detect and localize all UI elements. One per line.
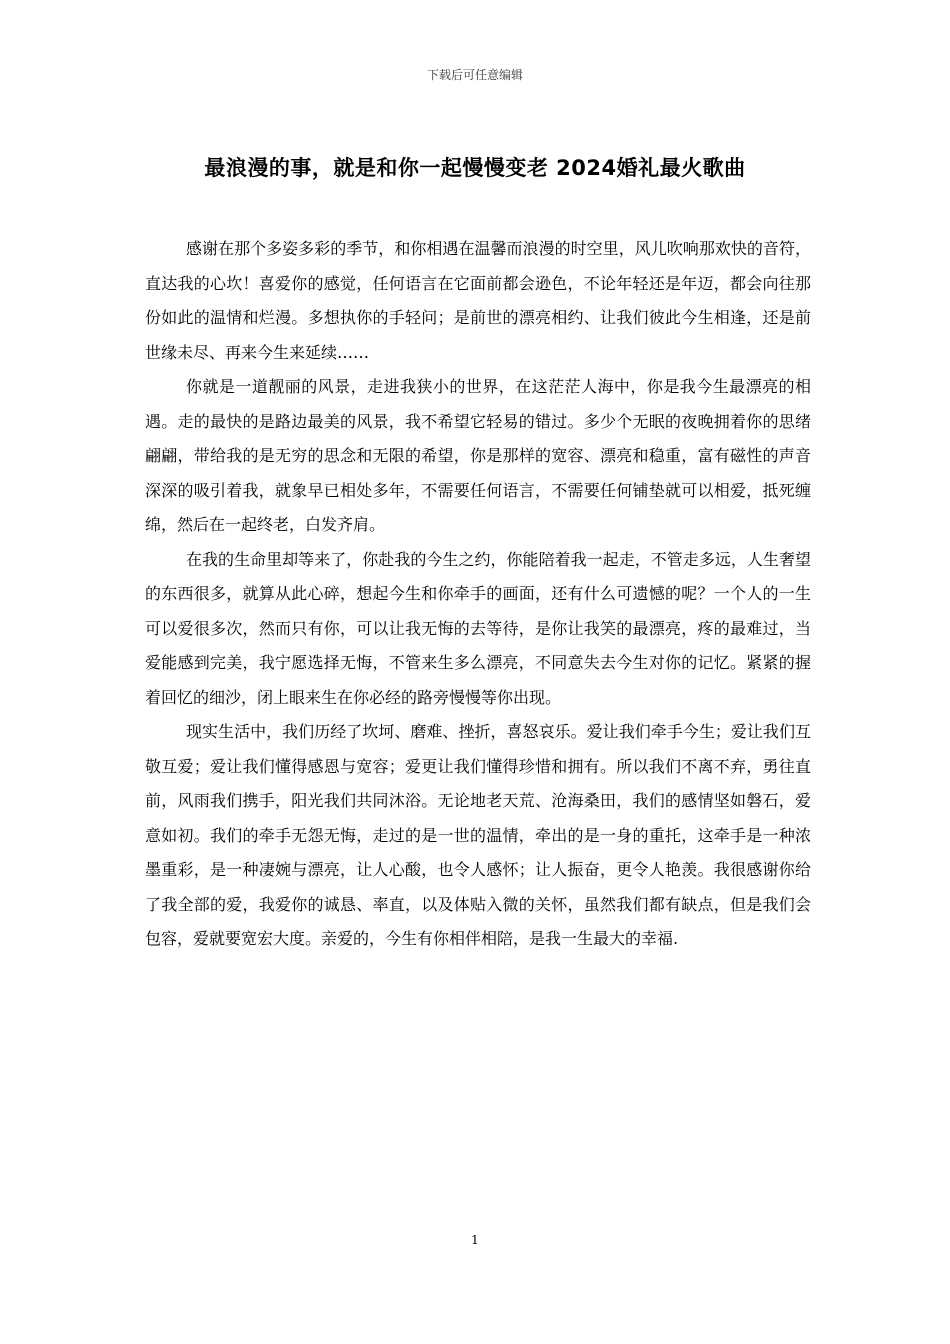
paragraph-4: 现实生活中，我们历经了坎坷、磨难、挫折，喜怒哀乐。爱让我们牵手今生；爱让我们互敬互爱；爱让我们懂得感恩与宽容；爱更让我们懂得珍惜和拥有。所以我们不离不弃，勇往直前，风雨我们携手，阳光我们共同沐浴。无论地老天荒、沧海桑田，我们的感情坚如磐石，爱意如初。我们的牵手无怨无悔，走过的是一世的温情，牵出的是一身的重托，这牵手是一种浓墨重彩，是一种凄婉与漂亮，让人心酸，也令人感怀；让人振奋，更令人艳羡。我很感谢你给了我全部的爱，我爱你的诚恳、率直，以及体贴入微的关怀，虽然我们都有缺点，但是我们会包容，爱就要宽宏大度。亲爱的，今生有你相伴相陪，是我一生最大的幸福.: [145, 722, 811, 948]
paragraph-3: 在我的生命里却等来了，你赴我的今生之约，你能陪着我一起走，不管走多远，人生奢望的东西很多，就算从此心碎，想起今生和你牵手的画面，还有什么可遗憾的呢？一个人的一生可以爱很多次，然而只有你，可以让我无悔的去等待，是你让我笑的最漂亮，疼的最难过，当爱能感到完美，我宁愿选择无悔，不管来生多么漂亮，不同意失去今生对你的记忆。紧紧的握着回忆的细沙，闭上眼来生在你必经的路旁慢慢等你出现。: [145, 549, 811, 707]
page-number: 1: [471, 1233, 479, 1247]
document-body: [145, 232, 811, 957]
paragraph-2: 你就是一道靓丽的风景，走进我狭小的世界，在这茫茫人海中，你是我今生最漂亮的相遇。走的最快的是路边最美的风景，我不希望它轻易的错过。多少个无眠的夜晚拥着你的思绪翩翩，带给我的是无穷的思念和无限的希望，你是那样的宽容、漂亮和稳重，富有磁性的声音深深的吸引着我，就象早已相处多年，不需要任何语言，不需要任何铺垫就可以相爱，抵死缠绵，然后在一起终老，白发齐肩。: [145, 377, 811, 534]
document-title: 最浪漫的事，就是和你一起慢慢变老 2024婚礼最火歌曲: [204, 156, 746, 180]
paragraph-1: 感谢在那个多姿多彩的季节，和你相遇在温馨而浪漫的时空里，风儿吹响那欢快的音符，直达我的心坎！喜爱你的感觉，任何语言在它面前都会逊色，不论年轻还是年迈，都会向往那份如此的温情和烂漫。多想执你的手轻问；是前世的漂亮相约、让我们彼此今生相逢，还是前世缘未尽、再来今生来延续……: [145, 239, 811, 362]
page-header: 下载后可任意编辑: [426, 68, 523, 82]
